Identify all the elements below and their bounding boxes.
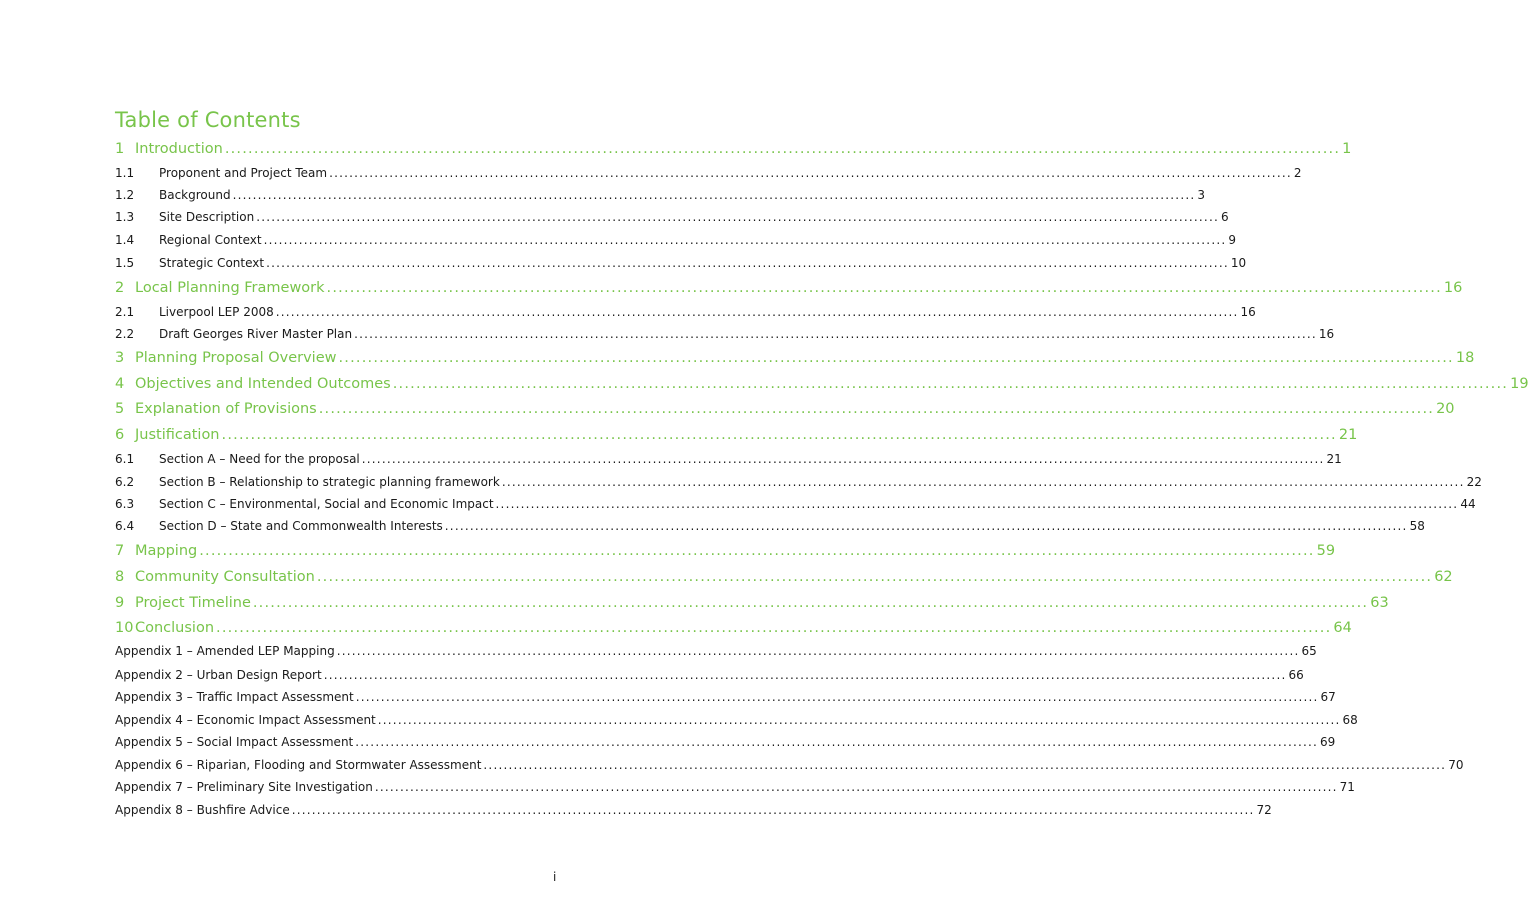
- toc-entry-page: 63: [1370, 595, 1389, 611]
- toc-entry-page: 18: [1455, 350, 1475, 366]
- dot-leader: [483, 758, 1446, 772]
- toc-entry[interactable]: [115, 280, 1463, 296]
- toc-entry[interactable]: [115, 452, 1342, 466]
- toc-entry-page: 16: [1240, 305, 1256, 319]
- dot-leader: [264, 233, 1227, 247]
- toc-entry-label: Strategic Context: [159, 256, 265, 270]
- toc-entry-page: 2: [1293, 166, 1302, 180]
- dot-leader: [199, 543, 1314, 559]
- toc-entry-label: Appendix 2 – Urban Design Report: [115, 668, 322, 682]
- toc-entry-page: 71: [1339, 780, 1355, 794]
- toc-entry[interactable]: [115, 519, 1425, 533]
- toc-entry-label: Justification: [135, 427, 220, 443]
- toc-entry-label: Draft Georges River Master Plan: [159, 327, 353, 341]
- toc-entry-label: Section B – Relationship to strategic planning framework: [159, 475, 500, 489]
- toc-entry-page: 3: [1197, 188, 1206, 202]
- toc-entry-label: Appendix 4 – Economic Impact Assessment: [115, 713, 376, 727]
- toc-entry-number: 2: [115, 280, 125, 296]
- toc-entry-number: 4: [115, 376, 125, 392]
- toc-entry-page: 59: [1316, 543, 1336, 559]
- toc-entry-label: Planning Proposal Overview: [135, 350, 337, 366]
- dot-leader: [355, 735, 1318, 749]
- toc-entry-number: 2.1: [115, 305, 135, 319]
- toc-entry-number: 6.2: [115, 475, 135, 489]
- toc-entry-label: Appendix 6 – Riparian, Flooding and Stormwater Assessment: [115, 758, 482, 772]
- toc-entry-label: Explanation of Provisions: [135, 401, 317, 417]
- toc-entry-number: 5: [115, 401, 125, 417]
- dot-leader: [233, 188, 1196, 202]
- toc-entry-page: 70: [1448, 758, 1464, 772]
- toc-entry-page: 6: [1220, 210, 1229, 224]
- toc-entry-page: 20: [1436, 401, 1455, 417]
- dot-leader: [375, 780, 1338, 794]
- footer-page-number: i: [553, 870, 557, 884]
- toc-entry-page: 64: [1333, 620, 1352, 636]
- toc-entry-label: Section A – Need for the proposal: [159, 452, 360, 466]
- toc-entry-label: Section D – State and Commonwealth Interests: [159, 519, 443, 533]
- toc-entry[interactable]: [115, 569, 1453, 585]
- toc-entry-label: Introduction: [135, 141, 223, 157]
- toc-entry[interactable]: [115, 188, 1206, 202]
- dot-leader: [327, 280, 1442, 296]
- toc-entry[interactable]: [115, 497, 1476, 511]
- dot-leader: [266, 256, 1229, 270]
- toc-entry-number: 1.4: [115, 233, 135, 247]
- toc-entry-label: Proponent and Project Team: [159, 166, 328, 180]
- toc-entry-page: 68: [1342, 713, 1358, 727]
- toc-appendix-entry[interactable]: [115, 690, 1336, 704]
- toc-entry-page: 67: [1320, 690, 1336, 704]
- toc-entry-page: 65: [1301, 644, 1317, 658]
- toc-entry-number: 1.2: [115, 188, 135, 202]
- toc-entry-number: 9: [115, 595, 125, 611]
- toc-entry-page: 21: [1326, 452, 1342, 466]
- toc-appendix-entry[interactable]: [115, 735, 1336, 749]
- toc-entry-page: 16: [1318, 327, 1335, 341]
- toc-entry-page: 16: [1443, 280, 1463, 296]
- toc-entry-page: 69: [1320, 735, 1336, 749]
- toc-appendix-entry[interactable]: [115, 713, 1358, 727]
- toc-entry-page: 44: [1460, 497, 1476, 511]
- toc-entry-label: Mapping: [135, 543, 198, 559]
- toc-entry-label: Liverpool LEP 2008: [159, 305, 274, 319]
- toc-entry-label: Section C – Environmental, Social and Economic Impact: [159, 497, 494, 511]
- toc-entry-label: Appendix 7 – Preliminary Site Investigation: [115, 780, 373, 794]
- toc-entry-label: Objectives and Intended Outcomes: [135, 376, 391, 392]
- toc-entry[interactable]: [115, 595, 1389, 611]
- toc-entry-number: 6.4: [115, 519, 135, 533]
- dot-leader: [319, 401, 1434, 417]
- toc-entry-label: Appendix 8 – Bushfire Advice: [115, 803, 290, 817]
- toc-entry-label: Site Description: [159, 210, 255, 224]
- dot-leader: [324, 668, 1287, 682]
- toc-appendix-entry[interactable]: [115, 803, 1272, 817]
- toc-entry-number: 1: [115, 141, 125, 157]
- dot-leader: [222, 427, 1337, 443]
- toc-entry-page: 72: [1256, 803, 1272, 817]
- dot-leader: [337, 644, 1300, 658]
- toc-appendix-entry[interactable]: [115, 780, 1355, 794]
- toc-title: Table of Contents: [115, 108, 301, 132]
- toc-entry[interactable]: [115, 166, 1302, 180]
- toc-entry-number: 10: [115, 620, 134, 636]
- toc-entry-number: 6.1: [115, 452, 135, 466]
- toc-entry-label: Project Timeline: [135, 595, 251, 611]
- toc-entry[interactable]: [115, 475, 1482, 489]
- dot-leader: [256, 210, 1219, 224]
- toc-entry-label: Conclusion: [135, 620, 215, 636]
- toc-entry-page: 22: [1466, 475, 1482, 489]
- dot-leader: [393, 376, 1508, 392]
- dot-leader: [496, 497, 1459, 511]
- toc-entry-number: 6: [115, 427, 125, 443]
- toc-entry-label: Appendix 1 – Amended LEP Mapping: [115, 644, 335, 658]
- toc-entry-label: Regional Context: [159, 233, 262, 247]
- toc-appendix-entry[interactable]: [115, 668, 1304, 682]
- toc-entry-label: Local Planning Framework: [135, 280, 325, 296]
- toc-entry-page: 1: [1342, 141, 1352, 157]
- toc-entry-number: 3: [115, 350, 125, 366]
- toc-entry[interactable]: [115, 620, 1352, 636]
- toc-entry[interactable]: [115, 427, 1358, 443]
- toc-entry-number: 1.5: [115, 256, 135, 270]
- toc-entry[interactable]: [115, 210, 1229, 224]
- toc-entry[interactable]: [115, 401, 1455, 417]
- toc-entry-label: Appendix 5 – Social Impact Assessment: [115, 735, 354, 749]
- toc-entry-label: Appendix 3 – Traffic Impact Assessment: [115, 690, 354, 704]
- toc-entry-number: 7: [115, 543, 125, 559]
- toc-entry[interactable]: [115, 141, 1352, 157]
- toc-entry[interactable]: [115, 327, 1335, 341]
- toc-entry-page: 10: [1230, 256, 1247, 270]
- dot-leader: [339, 350, 1454, 366]
- dot-leader: [292, 803, 1255, 817]
- toc-entry[interactable]: [115, 233, 1237, 247]
- toc-entry-page: 21: [1338, 427, 1358, 443]
- toc-entry[interactable]: [115, 305, 1256, 319]
- dot-leader: [362, 452, 1325, 466]
- toc-entry[interactable]: [115, 350, 1475, 366]
- dot-leader: [445, 519, 1408, 533]
- dot-leader: [317, 569, 1432, 585]
- dot-leader: [253, 595, 1368, 611]
- dot-leader: [276, 305, 1239, 319]
- toc-entry-number: 1.1: [115, 166, 135, 180]
- dot-leader: [216, 620, 1331, 636]
- dot-leader: [378, 713, 1341, 727]
- toc-appendix-entry[interactable]: [115, 644, 1317, 658]
- toc-entry-page: 66: [1288, 668, 1304, 682]
- toc-entry-page: 19: [1510, 376, 1529, 392]
- dot-leader: [356, 690, 1319, 704]
- toc-appendix-entry[interactable]: [115, 758, 1464, 772]
- toc-entry-page: 58: [1409, 519, 1425, 533]
- toc-entry-label: Community Consultation: [135, 569, 315, 585]
- dot-leader: [329, 166, 1292, 180]
- toc-entry-page: 9: [1228, 233, 1237, 247]
- toc-entry-number: 6.3: [115, 497, 135, 511]
- toc-entry-number: 2.2: [115, 327, 135, 341]
- dot-leader: [502, 475, 1465, 489]
- toc-entry-number: 8: [115, 569, 125, 585]
- toc-entry[interactable]: [115, 376, 1529, 392]
- toc-entry-page: 62: [1434, 569, 1453, 585]
- dot-leader: [354, 327, 1317, 341]
- toc-entry-label: Background: [159, 188, 231, 202]
- toc-entry[interactable]: [115, 256, 1247, 270]
- toc-entry-number: 1.3: [115, 210, 135, 224]
- dot-leader: [225, 141, 1340, 157]
- toc-entry[interactable]: [115, 543, 1336, 559]
